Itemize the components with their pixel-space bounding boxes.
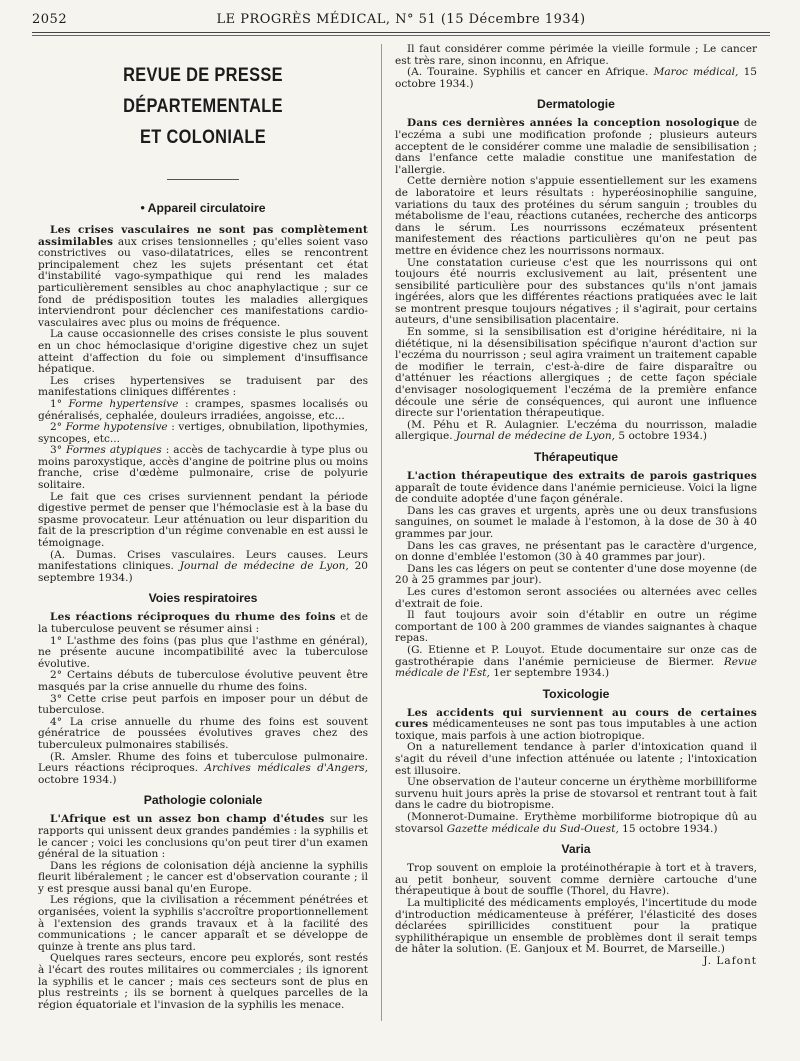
paragraph: Dans ces dernières années la conception nosologique de l'eczéma a subi une modification profonde ; plusieurs auteurs acceptent de le considérer comme une maladie de sensibilisation ; dans l'enfance cette maladie constitue une manifestation de l'allergie. [395,117,757,176]
paragraph: 3° Formes atypiques : accès de tachycardie à type plus ou moins paroxystique, accès d'angine de poitrine plus ou moins franche, crise d'œdème pulmonaire, crise de polyurie solitaire. [38,444,368,492]
paragraph: Il faut considérer comme périmée la vieille formule ; Le cancer est très rare, sinon inconnu, en Afrique. [395,44,757,67]
paragraph: Les réactions réciproques du rhume des foins et de la tuberculose peuvent se résumer ainsi : [38,611,368,635]
paragraph: L'action thérapeutique des extraits de parois gastriques apparaît de toute évidence dans l'anémie pernicieuse. Voici la ligne de conduite adoptée d'une façon générale. [395,470,757,506]
page-number: 2052 [32,12,68,27]
section-heading-therapeutique: Thérapeutique [534,450,618,464]
section-heading-varia: Varia [561,842,591,857]
paragraph: 2° Certains débuts de tuberculose évolutive peuvent être masqués par la crise annuelle du rhume des foins. [38,669,368,693]
paragraph: 4° La crise annuelle du rhume des foins est souvent génératrice de poussées évolutives graves chez des tuberculeux pulmonaires stabilisés. [38,715,368,751]
paragraph: Les crises hypertensives se traduisent par des manifestations cliniques différentes : [38,374,368,399]
journal-header: LE PROGRÈS MÉDICAL, N° 51 (15 Décembre 1934) [216,12,586,27]
right-column [395,44,757,1021]
reference: (M. Péhu et R. Aulagnier. L'eczéma du nourrisson, maladie allergique. Journal de médecine de Lyon, 5 octobre 1934.) [395,418,757,443]
paragraph: Dans les cas graves et urgents, après une ou deux transfusions sanguines, on soumet le malade à l'estomon, à la dose de 30 à 40 grammes par jour. [395,504,757,540]
paragraph: On a naturellement tendance à parler d'intoxication quand il s'agit du réveil d'une infection atténuée ou latente ; l'intoxication est illusoire. [395,741,757,777]
section-heading-respiratoires: Voies respiratoires [148,591,258,606]
paragraph: 1° L'asthme des foins (pas plus que l'asthme en général), ne présente aucune incompatibilité avec la tuberculose évolutive. [38,634,368,670]
reference: (R. Amsler. Rhume des foins et tuberculose pulmonaire. Leurs réactions réciproques. Archives médicales d'Angers, octobre 1934.) [38,750,368,786]
section-heading-circulatoire: • Appareil circulatoire [140,201,266,215]
page-title [64,60,341,153]
section-heading-dermatologie: Dermatologie [537,97,615,112]
reference: (A. Touraine. Syphilis et cancer en Afrique. Maroc médical, 15 octobre 1934.) [395,66,757,90]
paragraph: 2° Forme hypotensive : vertiges, obnubilation, lipothymies, syncopes, etc... [38,421,368,445]
paragraph: Les crises vasculaires ne sont pas complètement assimilables aux crises tensionnelles ; qu'elles soient vaso constrictives ou vaso-dilatatrices, elles se rencontrent principalement chez les sujets présentant cet état d'instabilité vago-sympathique qui rend les malades particulièrement sensibles au choc anaphylactique ; sur ce fond de prédisposition toutes les maladies allergiques interviendront pour déclencher ces manifestations cardio-vasculaires avec plus ou moins de fréquence. [38,224,368,329]
running-head [32,12,770,30]
paragraph: Dans les régions de colonisation déjà ancienne la syphilis fleurit libéralement ; le cancer est d'observation courante ; il y est presque aussi banal qu'en Europe. [38,859,368,895]
left-column [38,44,368,1021]
column-separator [381,44,382,1021]
paragraph: En somme, si la sensibilisation est d'origine héréditaire, ni la diététique, ni la désensibilisation spécifique n'auront d'action sur l'eczéma du nourrisson ; seul agira vraiment un traitement capable de modifier le terrain, c'est-à-dire de faire disparaître ou d'atténuer les réactions allergiques ; de cette façon spéciale d'envisager nosologiquement l'eczéma de la première enfance découle une série de conséquences, qui auront une influence directe sur l'orientation thérapeutique. [395,326,757,420]
section-heading-toxicologie: Toxicologie [542,686,610,701]
title-line-1: REVUE DE PRESSE DÉPARTEMENTALE [123,64,283,117]
paragraph: L'Afrique est un assez bon champ d'études sur les rapports qui unissent deux grandes pandémies : la syphilis et le cancer ; voici les conclusions qu'on peut tirer d'un examen général de la situation : [38,813,368,861]
header-rule [32,32,770,36]
author-signature: J. Lafont [703,954,757,967]
paragraph: Trop souvent on emploie la protéinothérapie à tort et à travers, au petit bonheur, souvent comme dernière cartouche d'une thérapeutique à bout de souffle (Thorel, du Havre). [395,862,757,898]
paragraph: Cette dernière notion s'appuie essentiellement sur les examens de laboratoire et leurs résultats : hyperéosinophilie sanguine, variations du taux des protéines du sérum sanguin ; troubles du métabolisme de l'eau, réactions cutanées, recherche des anticorps dans le sérum. Les nourrissons eczémateux présentent manifestement des réactions particulières qu'on ne peut pas mettre en évidence chez les nourrissons normaux. [395,175,757,257]
paragraph: Les cures d'estomon seront associées ou alternées avec celles d'extrait de foie. [395,585,757,610]
paragraph: Les accidents qui surviennent au cours de certaines cures médicamenteuses ne sont pas tous imputables à une action toxique, mais parfois à une action biotropique. [395,706,757,742]
paragraph: La cause occasionnelle des crises consiste le plus souvent en un choc hémoclasique d'origine digestive chez un sujet atteint d'affection du foie ou simplement d'insuffisance hépatique. [38,328,368,376]
paragraph: Dans les cas légers on peut se contenter d'une dose moyenne (de 20 à 25 grammes par jour). [395,562,757,587]
paragraph: Quelques rares secteurs, encore peu explorés, sont restés à l'écart des routes militaires ou commerciales ; ils ignorent la syphilis et le cancer ; mais ces secteurs sont de plus en plus restreints ; ils se bornent à quelques parcelles de la région équatoriale et l'invasion de la syphilis les menace. [38,952,368,1011]
reference: (A. Dumas. Crises vasculaires. Leurs causes. Leurs manifestations cliniques. Journal de médecine de Lyon, 20 septembre 1934.) [38,548,368,584]
title-rule [167,179,239,180]
reference: (Monnerot-Dumaine. Erythème morbiliforme biotropique dû au stovarsol Gazette médicale du Sud-Ouest, 15 octobre 1934.) [395,811,757,835]
reference: (G. Etienne et P. Louyot. Etude documentaire sur onze cas de gastrothérapie dans l'anémie pernicieuse de Biermer. Revue médicale de l'Est, 1er septembre 1934.) [395,643,757,680]
paragraph: Il faut toujours avoir soin d'établir en outre un régime comportant de 100 à 200 grammes de viandes saignantes à chaque repas. [395,609,757,645]
paragraph: La multiplicité des médicaments employés, l'incertitude du mode d'introduction médicamenteuse à préférer, l'élasticité des doses déclarées spirillicides constituent pour la pratique syphilithérapique un ensemble de problèmes dont il serait temps de hâter la solution. (E. Ganjoux et M. Bourret, de Marseille.) [395,897,757,956]
paragraph: 1° Forme hypertensive : crampes, spasmes localisés ou généralisés, cephalée, douleurs irradiées, angoisse, etc... [38,397,368,422]
paragraph: Les régions, que la civilisation a récemment pénétrées et organisées, voient la syphilis s'accroître proportionnellement à l'extension des grands travaux et à la facilité des communications ; le cancer apparaît et se développe de quinze à trente ans plus tard. [38,894,368,953]
paragraph: Le fait que ces crises surviennent pendant la période digestive permet de penser que l'hémoclasie est à la base du spasme provocateur. Leur atténuation ou leur disparition du fait de la prescription d'un régime convenable en est aussi le témoignage. [38,490,368,550]
paragraph: Une constatation curieuse c'est que les nourrissons qui ont toujours été nourris exclusivement au lait, présentent une sensibilité particulière pour des substances qu'ils n'ont jamais ingérées, alors que les différentes réactions pratiquées avec le lait se montrent presque toujours négatives ; il s'agirait, pour certains auteurs, d'une sensibilisation placentaire. [395,256,757,327]
paragraph: 3° Cette crise peut parfois en imposer pour un début de tuberculose. [38,692,368,717]
paragraph: Une observation de l'auteur concerne un érythème morbilliforme survenu huit jours après la prise de stovarsol et rentrant tout à fait dans le cadre du biotropisme. [395,776,757,812]
section-heading-coloniale: Pathologie coloniale [143,793,263,808]
title-line-2: ET COLONIALE [140,126,266,148]
paragraph: Dans les cas graves, ne présentant pas le caractère d'urgence, on donne d'emblée l'estomon (30 à 40 grammes par jour). [395,539,757,564]
